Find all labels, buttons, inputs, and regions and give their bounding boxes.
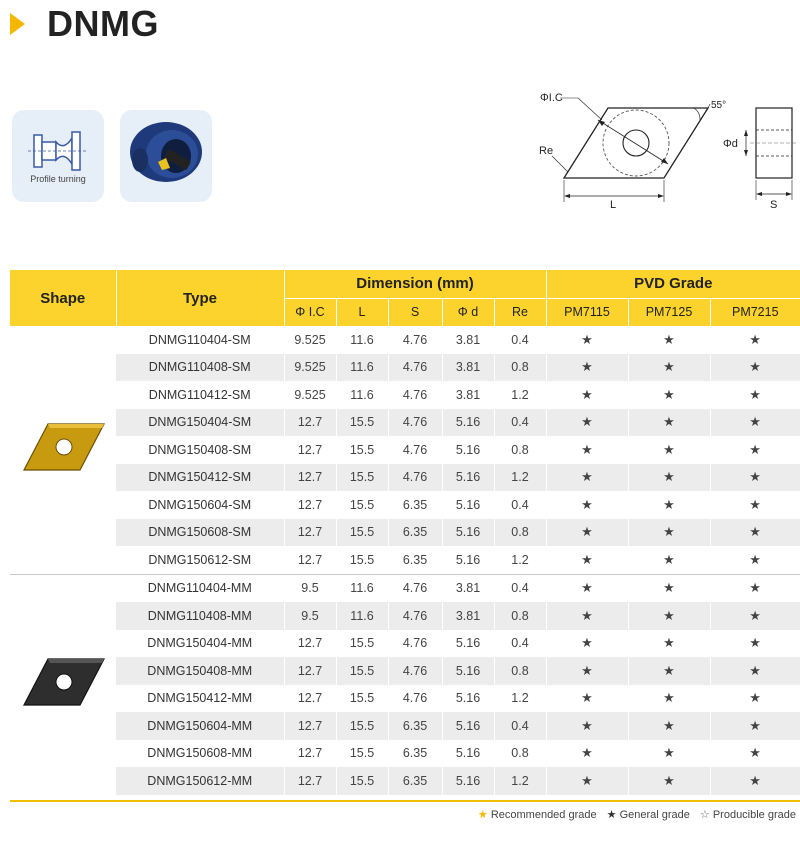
grade-star-cell: ★ xyxy=(628,436,710,464)
insert-dimension-diagram xyxy=(530,84,800,214)
cell-re: 0.8 xyxy=(494,602,546,630)
spec-table xyxy=(10,270,800,795)
grade-star-cell: ★ xyxy=(710,740,800,768)
title-arrow-icon xyxy=(10,13,25,35)
cell-l: 11.6 xyxy=(336,574,388,602)
cell-ic: 9.5 xyxy=(284,602,336,630)
cell-re: 0.8 xyxy=(494,354,546,382)
grade-star-cell: ★ xyxy=(546,436,628,464)
grade-star-cell: ★ xyxy=(710,657,800,685)
col-header-d: Φ d xyxy=(442,298,494,326)
cell-l: 11.6 xyxy=(336,326,388,354)
cell-re: 1.2 xyxy=(494,381,546,409)
grade-star-cell: ★ xyxy=(710,630,800,658)
cell-s: 4.76 xyxy=(388,685,442,713)
grade-star-cell: ★ xyxy=(628,381,710,409)
cell-s: 6.35 xyxy=(388,712,442,740)
cell-ic: 12.7 xyxy=(284,436,336,464)
cell-l: 15.5 xyxy=(336,685,388,713)
col-header-l: L xyxy=(336,298,388,326)
grade-star-cell: ★ xyxy=(710,712,800,740)
profile-turning-icon xyxy=(12,110,104,202)
legend-general: ★ General grade xyxy=(606,809,690,821)
grade-star-cell: ★ xyxy=(546,354,628,382)
cell-ic: 9.525 xyxy=(284,354,336,382)
cell-l: 15.5 xyxy=(336,767,388,795)
table-row xyxy=(10,326,800,354)
page-header xyxy=(10,2,159,46)
cell-d: 5.16 xyxy=(442,740,494,768)
col-header-s: S xyxy=(388,298,442,326)
grade-star-cell: ★ xyxy=(628,712,710,740)
cell-s: 6.35 xyxy=(388,519,442,547)
cell-s: 4.76 xyxy=(388,630,442,658)
grade-star-cell: ★ xyxy=(710,354,800,382)
grade-star-cell: ★ xyxy=(710,464,800,492)
cell-s: 6.35 xyxy=(388,491,442,519)
cell-l: 15.5 xyxy=(336,409,388,437)
cell-l: 11.6 xyxy=(336,354,388,382)
shape-cell-mm xyxy=(10,574,116,795)
cell-ic: 12.7 xyxy=(284,767,336,795)
page-title: DNMG xyxy=(47,3,159,44)
cell-s: 6.35 xyxy=(388,546,442,574)
cell-s: 4.76 xyxy=(388,602,442,630)
grade-star-cell: ★ xyxy=(710,491,800,519)
cell-s: 4.76 xyxy=(388,326,442,354)
cell-d: 5.16 xyxy=(442,546,494,574)
cell-ic: 12.7 xyxy=(284,546,336,574)
grade-star-cell: ★ xyxy=(628,602,710,630)
cell-ic: 12.7 xyxy=(284,409,336,437)
grade-star-cell: ★ xyxy=(710,436,800,464)
cell-s: 4.76 xyxy=(388,409,442,437)
grade-star-cell: ★ xyxy=(628,767,710,795)
cell-ic: 12.7 xyxy=(284,464,336,492)
cell-ic: 9.525 xyxy=(284,326,336,354)
col-header-ic: Φ I.C xyxy=(284,298,336,326)
cell-type: DNMG110412-SM xyxy=(116,381,284,409)
cell-re: 0.4 xyxy=(494,326,546,354)
table-row xyxy=(10,354,800,382)
cell-ic: 12.7 xyxy=(284,712,336,740)
cell-re: 0.4 xyxy=(494,409,546,437)
grade-star-cell: ★ xyxy=(628,326,710,354)
grade-star-cell: ★ xyxy=(546,381,628,409)
cell-ic: 12.7 xyxy=(284,657,336,685)
grade-star-cell: ★ xyxy=(546,767,628,795)
cell-type: DNMG150612-SM xyxy=(116,546,284,574)
table-row xyxy=(10,767,800,795)
cell-ic: 12.7 xyxy=(284,519,336,547)
col-header-type: Type xyxy=(116,270,284,326)
col-header-shape: Shape xyxy=(10,270,116,326)
cell-type: DNMG150412-MM xyxy=(116,685,284,713)
cell-d: 3.81 xyxy=(442,381,494,409)
grade-star-cell: ★ xyxy=(628,409,710,437)
grade-star-cell: ★ xyxy=(710,326,800,354)
grade-star-cell: ★ xyxy=(546,740,628,768)
grade-star-cell: ★ xyxy=(546,464,628,492)
grade-star-cell: ★ xyxy=(628,630,710,658)
grade-star-cell: ★ xyxy=(628,546,710,574)
cell-l: 15.5 xyxy=(336,740,388,768)
filled-star-icon: ★ xyxy=(606,809,617,821)
grade-star-cell: ★ xyxy=(546,546,628,574)
spec-table-body xyxy=(10,326,800,795)
grade-star-cell: ★ xyxy=(546,519,628,547)
cell-d: 5.16 xyxy=(442,712,494,740)
cell-re: 1.2 xyxy=(494,464,546,492)
grade-star-cell: ★ xyxy=(546,630,628,658)
cell-re: 0.4 xyxy=(494,712,546,740)
tool-holder-icon xyxy=(120,110,212,202)
cell-s: 4.76 xyxy=(388,354,442,382)
cell-l: 11.6 xyxy=(336,602,388,630)
tool-holder-card xyxy=(120,110,212,202)
cell-ic: 12.7 xyxy=(284,491,336,519)
grade-star-cell: ★ xyxy=(546,326,628,354)
cell-type: DNMG150612-MM xyxy=(116,767,284,795)
cell-d: 3.81 xyxy=(442,354,494,382)
table-row xyxy=(10,519,800,547)
cell-type: DNMG150608-MM xyxy=(116,740,284,768)
cell-type: DNMG150412-SM xyxy=(116,464,284,492)
center-hole xyxy=(623,130,649,156)
cell-d: 3.81 xyxy=(442,574,494,602)
cell-re: 0.4 xyxy=(494,574,546,602)
grade-star-cell: ★ xyxy=(546,685,628,713)
legend-recommended: ★ Recommended grade xyxy=(477,809,597,821)
cell-type: DNMG110404-SM xyxy=(116,326,284,354)
grade-star-cell: ★ xyxy=(628,657,710,685)
cell-re: 0.8 xyxy=(494,436,546,464)
grade-star-cell: ★ xyxy=(710,602,800,630)
cell-d: 5.16 xyxy=(442,519,494,547)
cell-re: 0.8 xyxy=(494,740,546,768)
grade-star-cell: ★ xyxy=(628,740,710,768)
cell-re: 1.2 xyxy=(494,685,546,713)
cell-type: DNMG150604-MM xyxy=(116,712,284,740)
table-bottom-rule xyxy=(10,800,800,802)
col-header-pvd-grade: PVD Grade xyxy=(634,275,713,293)
grade-star-cell: ★ xyxy=(628,464,710,492)
cell-s: 4.76 xyxy=(388,464,442,492)
cell-d: 3.81 xyxy=(442,326,494,354)
cell-type: DNMG150604-SM xyxy=(116,491,284,519)
table-row xyxy=(10,574,800,602)
grade-legend xyxy=(478,808,796,821)
cell-type: DNMG110408-SM xyxy=(116,354,284,382)
cell-s: 6.35 xyxy=(388,767,442,795)
shape-cell-sm xyxy=(10,326,116,574)
grade-star-cell: ★ xyxy=(710,574,800,602)
table-row xyxy=(10,630,800,658)
ic-label: ΦI.C xyxy=(540,92,563,104)
grade-star-cell: ★ xyxy=(628,685,710,713)
cell-d: 5.16 xyxy=(442,409,494,437)
table-row xyxy=(10,464,800,492)
cell-s: 4.76 xyxy=(388,657,442,685)
table-row xyxy=(10,546,800,574)
angle-label: 55° xyxy=(711,100,727,111)
grade-star-cell: ★ xyxy=(546,712,628,740)
cell-type: DNMG150408-MM xyxy=(116,657,284,685)
cell-type: DNMG150608-SM xyxy=(116,519,284,547)
cell-type: DNMG110408-MM xyxy=(116,602,284,630)
cell-d: 5.16 xyxy=(442,464,494,492)
grade-star-cell: ★ xyxy=(546,491,628,519)
cell-s: 4.76 xyxy=(388,436,442,464)
cell-s: 6.35 xyxy=(388,740,442,768)
filled-star-icon: ★ xyxy=(477,809,488,821)
s-label: S xyxy=(770,199,778,211)
gold-insert-image xyxy=(18,418,108,478)
cell-ic: 9.525 xyxy=(284,381,336,409)
cell-s: 4.76 xyxy=(388,381,442,409)
cell-type: DNMG150408-SM xyxy=(116,436,284,464)
cell-re: 1.2 xyxy=(494,546,546,574)
cell-ic: 12.7 xyxy=(284,740,336,768)
cell-d: 5.16 xyxy=(442,767,494,795)
l-label: L xyxy=(610,199,617,211)
cell-type: DNMG150404-MM xyxy=(116,630,284,658)
re-label: Re xyxy=(539,145,554,157)
cell-ic: 12.7 xyxy=(284,630,336,658)
table-row xyxy=(10,436,800,464)
cell-re: 0.4 xyxy=(494,491,546,519)
profile-turning-card xyxy=(12,110,104,202)
d-label: Φd xyxy=(723,138,738,150)
grade-star-cell: ★ xyxy=(710,519,800,547)
cell-l: 15.5 xyxy=(336,546,388,574)
grade-star-cell: ★ xyxy=(710,767,800,795)
cell-l: 11.6 xyxy=(336,381,388,409)
table-row xyxy=(10,491,800,519)
cell-type: DNMG150404-SM xyxy=(116,409,284,437)
grade-star-cell: ★ xyxy=(628,491,710,519)
table-row xyxy=(10,712,800,740)
cell-l: 15.5 xyxy=(336,712,388,740)
col-header-pm7215: PM7215 xyxy=(710,298,800,326)
grade-star-cell: ★ xyxy=(628,354,710,382)
cell-ic: 9.5 xyxy=(284,574,336,602)
insert-outline xyxy=(564,108,708,178)
col-header-pm7125: PM7125 xyxy=(628,298,710,326)
grade-star-cell: ★ xyxy=(710,546,800,574)
table-row xyxy=(10,409,800,437)
table-row xyxy=(10,657,800,685)
grade-star-cell: ★ xyxy=(546,602,628,630)
outline-star-icon: ☆ xyxy=(699,809,710,821)
cell-l: 15.5 xyxy=(336,657,388,685)
table-row xyxy=(10,685,800,713)
cell-l: 15.5 xyxy=(336,464,388,492)
cell-l: 15.5 xyxy=(336,491,388,519)
col-header-pm7115: PM7115 xyxy=(546,298,628,326)
cell-d: 5.16 xyxy=(442,685,494,713)
legend-producible: ☆ Producible grade xyxy=(699,809,796,821)
cell-d: 5.16 xyxy=(442,630,494,658)
cell-d: 5.16 xyxy=(442,657,494,685)
grade-star-cell: ★ xyxy=(710,409,800,437)
cell-re: 0.4 xyxy=(494,630,546,658)
cell-d: 5.16 xyxy=(442,491,494,519)
inscribed-circle xyxy=(603,110,669,176)
grade-star-cell: ★ xyxy=(546,574,628,602)
cell-s: 4.76 xyxy=(388,574,442,602)
grade-star-cell: ★ xyxy=(546,409,628,437)
table-row xyxy=(10,381,800,409)
grade-star-cell: ★ xyxy=(628,574,710,602)
grade-star-cell: ★ xyxy=(710,381,800,409)
cell-l: 15.5 xyxy=(336,630,388,658)
table-row xyxy=(10,740,800,768)
cell-re: 0.8 xyxy=(494,657,546,685)
cell-type: DNMG110404-MM xyxy=(116,574,284,602)
cell-l: 15.5 xyxy=(336,436,388,464)
cell-d: 5.16 xyxy=(442,436,494,464)
cell-d: 3.81 xyxy=(442,602,494,630)
table-row xyxy=(10,602,800,630)
cell-re: 1.2 xyxy=(494,767,546,795)
cell-re: 0.8 xyxy=(494,519,546,547)
col-header-re: Re xyxy=(494,298,546,326)
grade-star-cell: ★ xyxy=(710,685,800,713)
grade-star-cell: ★ xyxy=(546,657,628,685)
grade-star-cell: ★ xyxy=(628,519,710,547)
col-header-dimension: Dimension (mm) xyxy=(284,270,546,298)
card-label: Profile turning xyxy=(30,174,86,184)
black-insert-image xyxy=(18,653,108,713)
cell-l: 15.5 xyxy=(336,519,388,547)
cell-ic: 12.7 xyxy=(284,685,336,713)
